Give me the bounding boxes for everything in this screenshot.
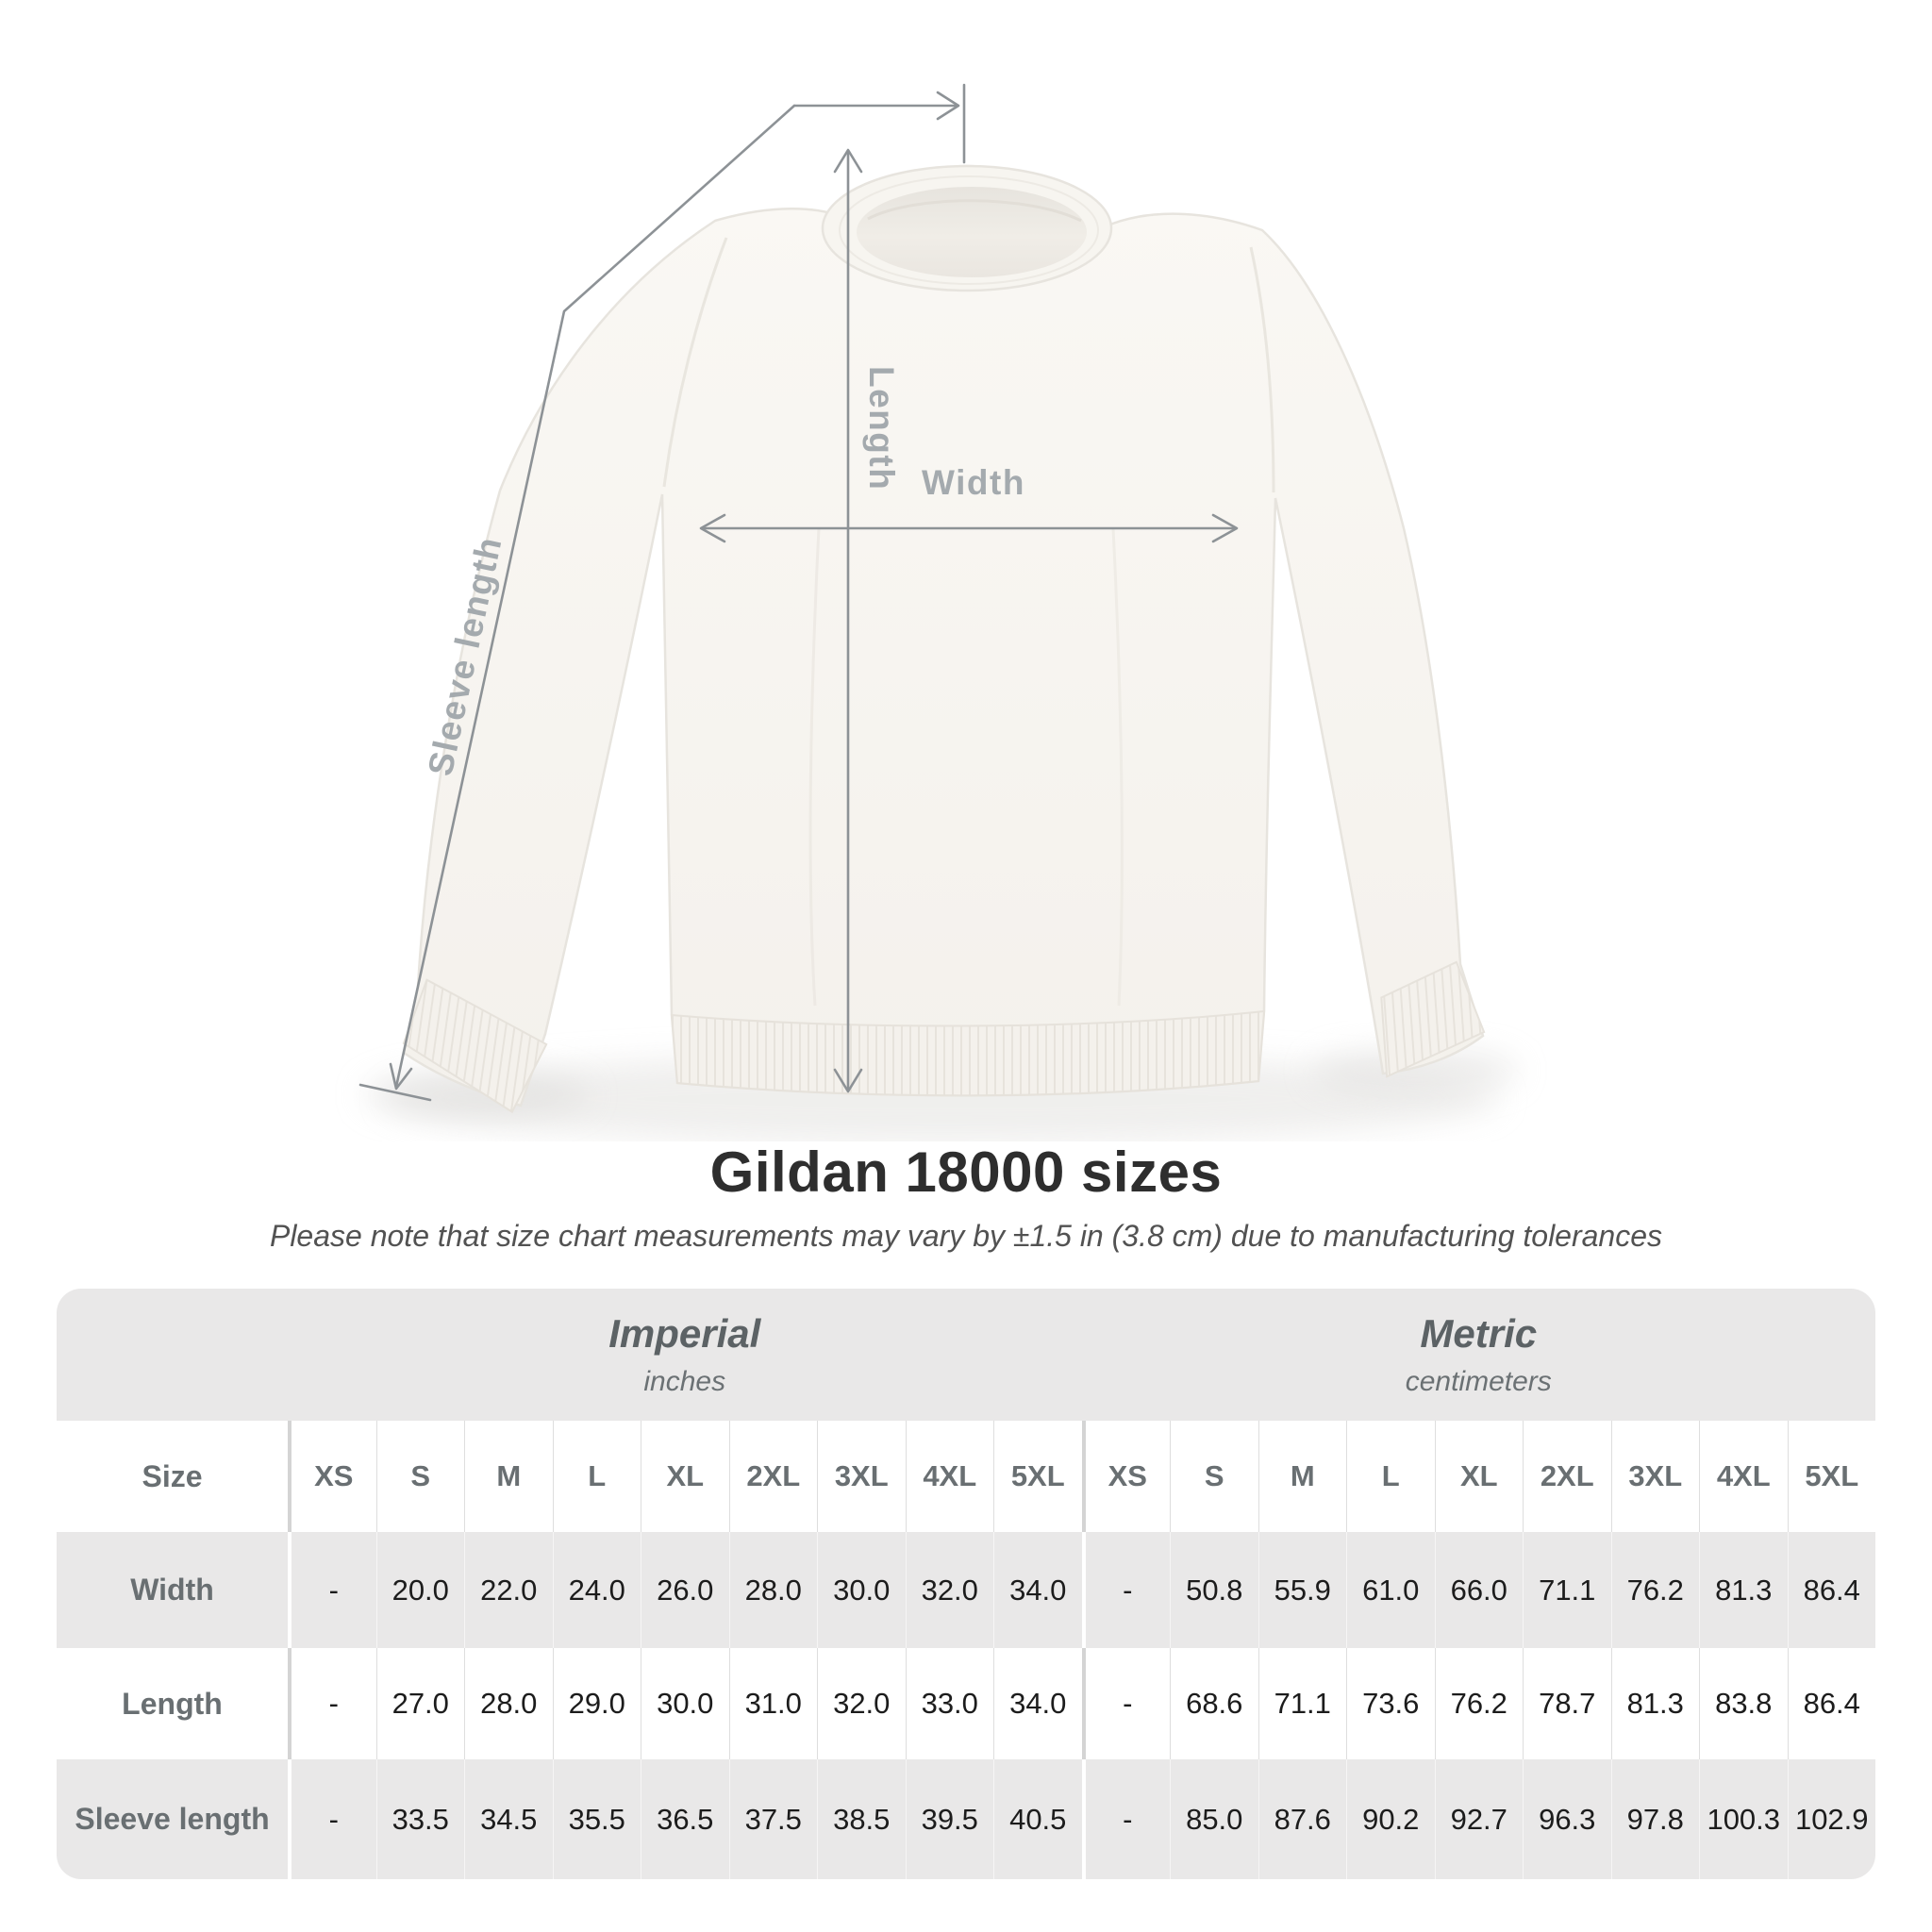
table-cell: 81.3 [1611, 1648, 1700, 1759]
table-cell: 92.7 [1435, 1759, 1524, 1879]
table-cell: 28.0 [729, 1532, 818, 1648]
table-cell: 36.5 [641, 1759, 729, 1879]
table-cell: 76.2 [1611, 1532, 1700, 1648]
table-cell: 34.0 [993, 1532, 1082, 1648]
table-cell: 66.0 [1435, 1532, 1524, 1648]
table-cell: 68.6 [1170, 1648, 1258, 1759]
table-cell: 90.2 [1346, 1759, 1435, 1879]
size-corner-header: Size [142, 1458, 203, 1493]
sleeve-length-label: Sleeve length [420, 532, 509, 779]
table-cell: 34.5 [464, 1759, 553, 1879]
col-header: M [1258, 1421, 1347, 1532]
page-title: Gildan 18000 sizes [709, 1141, 1223, 1204]
table-cell: 24.0 [553, 1532, 641, 1648]
size-table [57, 1289, 1875, 1879]
row-label: Length [122, 1686, 223, 1721]
imperial-group-header [288, 1289, 1082, 1421]
table-cell: 83.8 [1699, 1648, 1788, 1759]
width-row [57, 1532, 1875, 1648]
inches-label: inches [643, 1366, 726, 1397]
table-cell: - [288, 1532, 376, 1648]
col-header: XS [1082, 1421, 1171, 1532]
size-header-row [57, 1421, 1875, 1532]
col-header: 5XL [993, 1421, 1082, 1532]
table-cell: 61.0 [1346, 1532, 1435, 1648]
table-cell: 87.6 [1258, 1759, 1347, 1879]
col-header: 3XL [1611, 1421, 1700, 1532]
col-header: S [1170, 1421, 1258, 1532]
metric-label: Metric [1420, 1311, 1538, 1356]
col-header: 2XL [729, 1421, 818, 1532]
collar [823, 166, 1111, 291]
table-cell: 20.0 [376, 1532, 465, 1648]
col-header: 3XL [817, 1421, 906, 1532]
centimeters-label: centimeters [1405, 1366, 1552, 1397]
table-cell: - [288, 1759, 376, 1879]
table-cell: 33.0 [906, 1648, 994, 1759]
table-cell: 102.9 [1788, 1759, 1876, 1879]
table-cell: 26.0 [641, 1532, 729, 1648]
table-cell: 32.0 [817, 1648, 906, 1759]
table-cell: 30.0 [817, 1532, 906, 1648]
col-header: XL [1435, 1421, 1524, 1532]
col-header: 4XL [1699, 1421, 1788, 1532]
col-header: 2XL [1523, 1421, 1611, 1532]
length-row [57, 1648, 1875, 1759]
table-cell: 29.0 [553, 1648, 641, 1759]
col-header: 5XL [1788, 1421, 1876, 1532]
table-cell: 100.3 [1699, 1759, 1788, 1879]
table-cell: 71.1 [1523, 1532, 1611, 1648]
unit-band [57, 1289, 1875, 1421]
col-header: L [1346, 1421, 1435, 1532]
table-cell: 34.0 [993, 1648, 1082, 1759]
col-header: S [376, 1421, 465, 1532]
imperial-label: Imperial [608, 1311, 761, 1356]
table-cell: 35.5 [553, 1759, 641, 1879]
table-cell: 40.5 [993, 1759, 1082, 1879]
table-cell: 22.0 [464, 1532, 553, 1648]
table-cell: - [1082, 1759, 1171, 1879]
col-header: 4XL [906, 1421, 994, 1532]
col-header: XS [288, 1421, 376, 1532]
table-cell: 37.5 [729, 1759, 818, 1879]
table-cell: 97.8 [1611, 1759, 1700, 1879]
tolerance-note: Please note that size chart measurements may vary by ±1.5 in (3.8 cm) due to manufacturing tolerances [269, 1219, 1663, 1253]
metric-group-header [1082, 1289, 1876, 1421]
table-cell: 39.5 [906, 1759, 994, 1879]
table-cell: 85.0 [1170, 1759, 1258, 1879]
table-cell: 55.9 [1258, 1532, 1347, 1648]
table-cell: 86.4 [1788, 1648, 1876, 1759]
col-header: L [553, 1421, 641, 1532]
length-label: Length [862, 366, 901, 491]
table-cell: 81.3 [1699, 1532, 1788, 1648]
col-header: XL [641, 1421, 729, 1532]
table-cell: - [1082, 1648, 1171, 1759]
table-cell: - [288, 1648, 376, 1759]
width-label: Width [922, 463, 1025, 502]
table-cell: 31.0 [729, 1648, 818, 1759]
table-cell: 73.6 [1346, 1648, 1435, 1759]
sweatshirt-body [404, 166, 1483, 1106]
row-label: Sleeve length [75, 1802, 270, 1836]
col-header: M [464, 1421, 553, 1532]
table-cell: 50.8 [1170, 1532, 1258, 1648]
table-cell: 30.0 [641, 1648, 729, 1759]
table-cell: 96.3 [1523, 1759, 1611, 1879]
table-cell: 78.7 [1523, 1648, 1611, 1759]
table-cell: 86.4 [1788, 1532, 1876, 1648]
table-cell: - [1082, 1532, 1171, 1648]
sleeve-length-row [57, 1759, 1875, 1879]
table-cell: 71.1 [1258, 1648, 1347, 1759]
table-cell: 33.5 [376, 1759, 465, 1879]
table-cell: 27.0 [376, 1648, 465, 1759]
table-cell: 32.0 [906, 1532, 994, 1648]
table-cell: 28.0 [464, 1648, 553, 1759]
table-cell: 38.5 [817, 1759, 906, 1879]
row-label: Width [130, 1573, 214, 1607]
table-cell: 76.2 [1435, 1648, 1524, 1759]
unit-band-spacer [57, 1289, 288, 1421]
